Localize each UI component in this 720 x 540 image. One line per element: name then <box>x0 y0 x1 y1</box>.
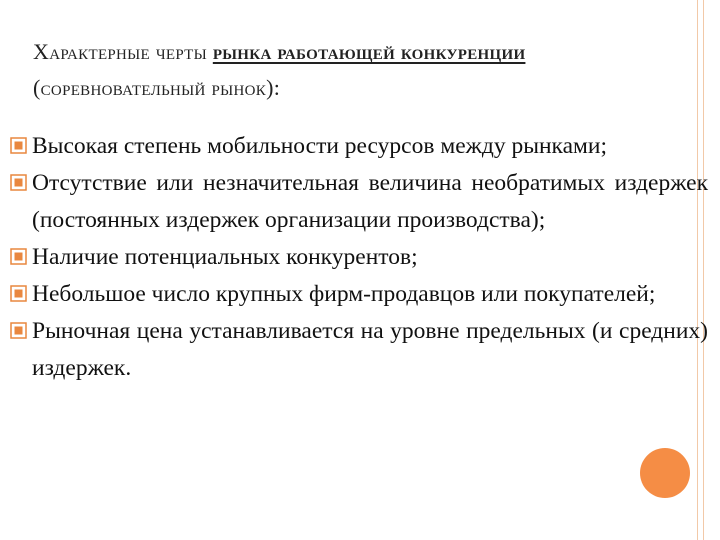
bullet-text: Рыночная цена устанавливается на уровне предельных (и средних) издержек. <box>32 318 708 381</box>
box-bullet-icon <box>10 137 27 154</box>
bullet-text: Небольшое число крупных фирм-продавцов или покупателей; <box>32 281 656 307</box>
bullet-text: Отсутствие или незначительная величина необратимых издержек (постоянных издержек организации производства); <box>32 170 708 233</box>
box-bullet-icon <box>10 285 27 302</box>
box-bullet-icon <box>10 248 27 265</box>
bullet-item-1 <box>8 128 708 165</box>
slide-title <box>33 34 673 106</box>
bullet-text: Наличие потенциальных конкурентов; <box>32 244 418 270</box>
orange-circle-icon <box>640 448 690 498</box>
box-bullet-icon <box>10 174 27 191</box>
bullet-list <box>8 128 708 387</box>
title-part-3: (соревновательный рынок): <box>33 75 281 100</box>
title-part-2: рынка работающей конкуренции <box>212 39 526 64</box>
box-bullet-icon <box>10 322 27 339</box>
bullet-item-2 <box>8 165 708 239</box>
bullet-text: Высокая степень мобильности ресурсов между рынками; <box>32 133 608 159</box>
bullet-item-5 <box>8 313 708 387</box>
bullet-item-4 <box>8 276 708 313</box>
title-part-1: Характерные черты <box>33 39 213 64</box>
bullet-item-3 <box>8 239 708 276</box>
